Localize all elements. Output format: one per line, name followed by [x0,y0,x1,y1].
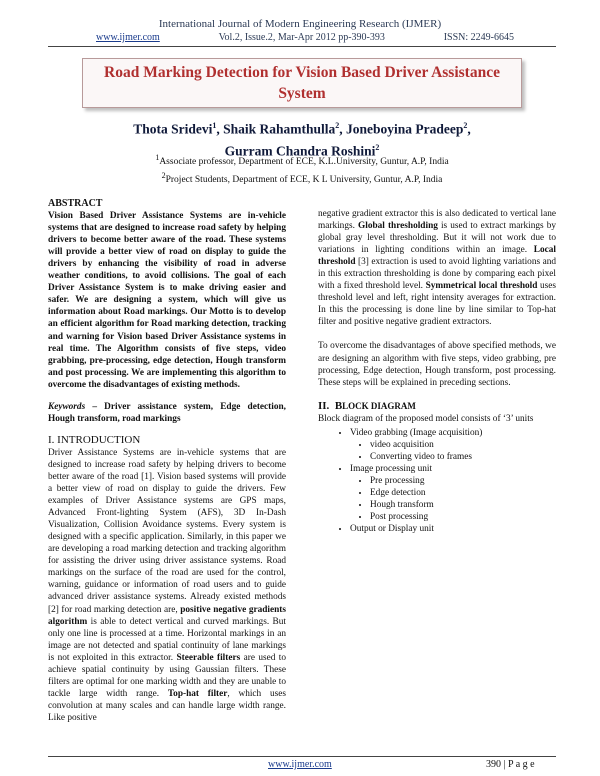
issn: ISSN: 2249-6645 [443,32,514,43]
author-sup: 2 [375,142,380,152]
list-item: • Hough transform [370,499,556,511]
list-item: • Converting video to frames [370,451,556,463]
overview-paragraph: To overcome the disadvantages of above specified methods, we are designing an algorithm with five steps, video grabbing, pre processing, Edge detection, Hough transform, post processing. These steps will be explained in preceding sections. [318,341,556,388]
author-name: Gurram Chandra Roshini [224,143,376,158]
paper-title-line1: Road Marking Detection for Vision Based Driver Assistance [104,64,500,81]
block-diagram-intro: Block diagram of the proposed model consists of ‘3’ units [318,413,534,424]
list-item: • Image processing unit • Pre processing • Edge detection • Hough transform • Post processing [350,463,556,523]
right-column [318,208,556,535]
author-sup: 2 [335,121,340,130]
intro-paragraph: Driver Assistance Systems are in-vehicle systems that are designed to increase road safety by helping drivers to become better aware of the road [1]. Vision based systems will provide a better view of road on display to guide the drivers. Few examples of Driver Assistance systems are GPS maps, Advanced Front-lighting System (AFS), 3D In-Dash Visualization, Collision Avoidance systems. Every system is designed with a specific application. Similarly, in this paper we are developing a road marking detection and tracking algorithm for assisting the driver using driver assistance systems. Road markings on the surface of the road are used for the control, warning, guidance or information of road users and to guide advanced driver assistance systems. Already existed methods [2] for road marking detection are, positive negative gradients algorithm is able to detect vertical and curved markings. But only one line is processed at a time. Horizontal markings in an image are not detected and spatial continuity of lane markings is not exploited in this extractor. Steerable filters are used to achieve spatial continuity by using Gaussian filters. These filters are optimal for one marking width and they are unable to tackle large width range. Top-hat filter, which uses convolution at many scales and can handle large width range. Like positive [48,447,287,723]
list-item: • video acquisition [370,439,556,451]
affiliation-2: Project Students, Department of ECE, K L University, Guntur, A.P, India [165,175,443,186]
author-sup: 1 [212,121,217,130]
journal-subheader [96,32,514,43]
author-list: Thota Sridevi$^1$, Shaik Rahamthulla$^2$, Joneboyina Pradeep$^2$, Gurram Chandra Roshini$^2$ [133,121,471,158]
intro-heading: I. INTRODUCTION [48,433,141,446]
methods-paragraph: negative gradient extractor this is also dedicated to vertical lane markings. Global thresholding is used to extract markings by global gray level thresholding. But it will not work due to variations in lighting conditions within an image. Local threshold [3] extraction is used to avoid lighting variations and in this extraction thresholding is done by comparing each pixel with a fixed threshold level. Symmetrical local threshold uses threshold level and left, right intensity averages for extraction. In this the processing is done line by line similar to Top-hat filter and positive negative gradient extractors. [318,209,556,328]
keywords-label: Keywords [48,401,86,412]
author-sup: 2 [463,121,468,130]
affiliations: $^1$Associate professor, Department of ECE, K.L.University, Guntur, A.P, India $^2$Project Students, Department of ECE, K L University, Guntur, A.P, India [155,153,449,186]
paper-title-line2: System [278,85,326,102]
author-name: Shaik Rahamthulla [223,121,336,137]
journal-name: International Journal of Modern Engineering Research (IJMER) [158,18,442,30]
volume-info: Vol.2, Issue.2, Mar-Apr 2012 pp-390-393 [218,32,385,43]
abstract-text: Vision Based Driver Assistance Systems are in-vehicle systems that are designed to increase road safety by helping drivers to become better aware of the road. These systems will provide a better view of road on display to guide the drivers by enhancing the visibility of road in adverse weather conditions, to avoid collisions. The goal of each Driver Assistance System is to make driving easier and safer. We are designing a system, which will give us information about Road markings. Our Motto is to develop an efficient algorithm for Road marking detection, tracking and warning for Vision based Driver Assistance systems in real time. The Algorithm consists of five steps, video grabbing, pre-processing, edge detection, Hough transform and post processing. We are implementing this algorithm to overcome the disadvantages of existing methods. [48,211,286,390]
list-item: • Video grabbing (Image acquisition) • video acquisition • Converting video to frames [350,427,556,463]
block-diagram-heading: II. BLOCK DIAGRAM [318,399,416,412]
footer-rule [48,756,556,757]
keywords-text: Driver assistance system, Edge detection, Hough transform, road markings [48,401,287,424]
abstract-heading: ABSTRACT [48,198,103,209]
journal-url-link[interactable]: www.ijmer.com [96,32,160,43]
unit-list [318,427,556,535]
affiliation-1: Associate professor, Department of ECE, K.L.University, Guntur, A.P, India [159,157,449,168]
author-name: Thota Sridevi [133,121,213,137]
list-item: • Post processing [370,511,556,523]
list-item: • Edge detection [370,487,556,499]
left-column [48,198,286,724]
author-name: Joneboyina Pradeep [346,121,464,137]
list-item: • Pre processing [370,475,556,487]
footer-url-link[interactable]: www.ijmer.com [268,759,332,770]
page-number: 390 | P a g e [486,759,535,770]
list-item: • Output or Display unit [350,523,556,535]
header-rule [48,46,556,47]
keywords: Keywords – Driver assistance system, Edge detection, Hough transform, road markings [48,401,287,424]
paper-title-box [82,58,522,108]
